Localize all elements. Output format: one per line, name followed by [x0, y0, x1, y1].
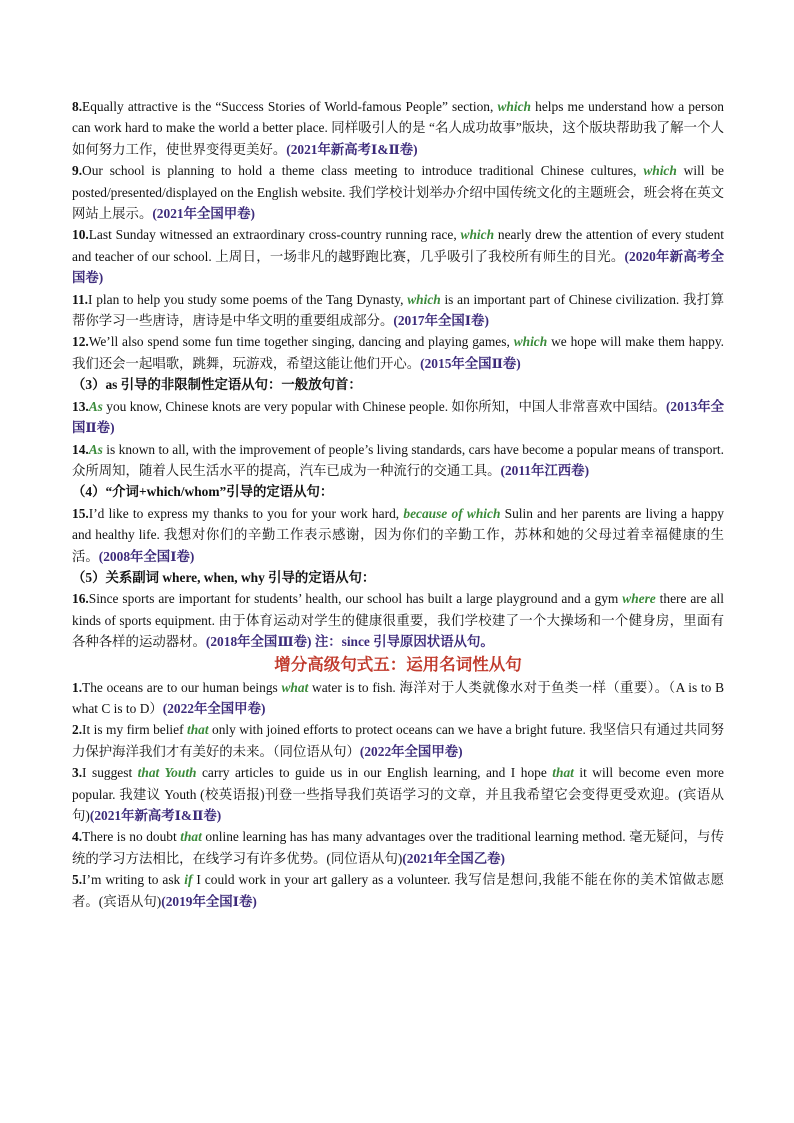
section-heading-3: （3）as 引导的非限制性定语从句：一般放句首： [72, 377, 362, 393]
source-label: (2011年江西卷) [500, 462, 590, 478]
source-label: (2017年全国Ⅰ卷) [393, 313, 489, 329]
example-item-9: 9.Our school is planning to hold a theme class meeting to introduce traditional Chinese cultures, which will be posted/presented/displayed on the English website. 我们学校计划举办介绍中国传统文化的主题班会，班会将在英文网站上展示。(2021年全国甲卷) [72, 163, 724, 222]
source-label: (2008年全国Ⅰ卷) [98, 548, 195, 564]
source-label: (2013年全国Ⅱ卷) [72, 398, 724, 436]
source-label: (2021年新高考Ⅰ&Ⅱ卷) [286, 141, 418, 157]
source-label: (2021年新高考Ⅰ&Ⅱ卷) [89, 808, 222, 823]
example-item-8: 8.Equally attractive is the “Success Stories of World-famous People” section, which helps me understand how a person can work hard to make the world a better place. 同样吸引人的是 “名人成功故事”版块，这个版块帮助我了解一个人如何努力工作，使世界变得更美好。(2021年新高考Ⅰ&Ⅱ卷) [72, 99, 724, 157]
source-label: (2015年全国Ⅱ卷) [420, 355, 521, 371]
example-item-15: 15.I’d like to express my thanks to you for your work hard, because of which Sulin and her parents are living a happy and healthy life. 我想对你们的辛勤工作表示感谢，因为你们的辛勤工作，苏林和她的父母过着幸福健康的生活。(2008年全国Ⅰ卷) [72, 505, 724, 564]
source-label: (2021年全国乙卷) [402, 850, 505, 866]
document-page [72, 96, 724, 912]
source-label: (2022年全国甲卷) [359, 743, 463, 759]
example-item-10: 10.Last Sunday witnessed an extraordinary cross-country running race, which nearly drew the attention of every student and teacher of our school. 上周日，一场非凡的越野跑比赛，几乎吸引了我校所有师生的目光。(2020年新高考全国卷) [72, 227, 724, 286]
example-item-12: 12.We’ll also spend some fun time together singing, dancing and playing games, which we hope will make them happy. 我们还会一起唱歌，跳舞，玩游戏，希望这能让他们开心。(2015年全国Ⅱ卷) [72, 334, 724, 371]
example-item-11: 11.I plan to help you study some poems of the Tang Dynasty, which is an important part of Chinese civilization. 我打算帮你学习一些唐诗，唐诗是中华文明的重要组成部分。(2017年全国Ⅰ卷) [72, 291, 724, 329]
section-title: 增分高级句式五：运用名词性从句 [274, 654, 522, 674]
source-label: (2022年全国甲卷) [162, 700, 266, 716]
noun-clause-item-4: 4.There is no doubt that online learning has has many advantages over the traditional learning method. 毫无疑问，与传统的学习方法相比，在线学习有许多优势。(同位语从句)(2021年全国乙卷) [72, 829, 724, 866]
source-label: (2018年全国Ⅲ卷) 注：since 引导原因状语从句。 [205, 634, 494, 650]
noun-clause-item-3: 3.I suggest that Youth carry articles to guide us in our English learning, and I hope that it will become even more popular. 我建议 Youth (校英语报)刊登一些指导我们英语学习的文章，并且我希望它会变得更受欢迎。(宾语从句)(2021年新高考Ⅰ&Ⅱ卷) [72, 765, 725, 823]
noun-clause-item-2: 2.It is my firm belief that only with joined efforts to protect oceans can we have a bright future. 我坚信只有通过共同努力保护海洋我们才有美好的未来。（同位语从句）(2022年全国甲卷) [72, 722, 724, 759]
noun-clause-item-1: 1.The oceans are to our human beings what water is to fish. 海洋对于人类就像水对于鱼类一样（重要）。（A is to B what C is to D）(2022年全国甲卷) [72, 679, 724, 716]
source-label: (2020年新高考全国卷) [72, 248, 724, 286]
example-item-16: 16.Since sports are important for students’ health, our school has built a large playground and a gym where there are all kinds of sports equipment. 由于体育运动对学生的健康很重要，我们学校建了一个大操场和一个健身房，里面有各种各样的运动器材。(2018年全国Ⅲ卷) 注：since 引导原因状语从句。 [72, 591, 724, 650]
noun-clause-item-5: 5.I’m writing to ask if I could work in your art gallery as a volunteer. 我写信是想问,我能不能在你的美术馆做志愿者。(宾语从句)(2019年全国Ⅰ卷) [72, 872, 724, 909]
source-label: (2019年全国Ⅰ卷) [161, 893, 257, 909]
section-heading-5: （5）关系副词 where, when, why 引导的定语从句： [72, 569, 376, 585]
example-item-13: 13.As you know, Chinese knots are very popular with Chinese people. 如你所知，中国人非常喜欢中国结。(2013年全国Ⅱ卷) [72, 398, 724, 436]
section-heading-4: （4）“介词+which/whom”引导的定语从句： [72, 484, 334, 500]
source-label: (2021年全国甲卷) [152, 206, 255, 222]
example-item-14: 14.As is known to all, with the improvement of people’s living standards, cars have become a popular means of transport. 众所周知，随着人民生活水平的提高，汽车已成为一种流行的交通工具。(2011年江西卷) [72, 441, 724, 478]
